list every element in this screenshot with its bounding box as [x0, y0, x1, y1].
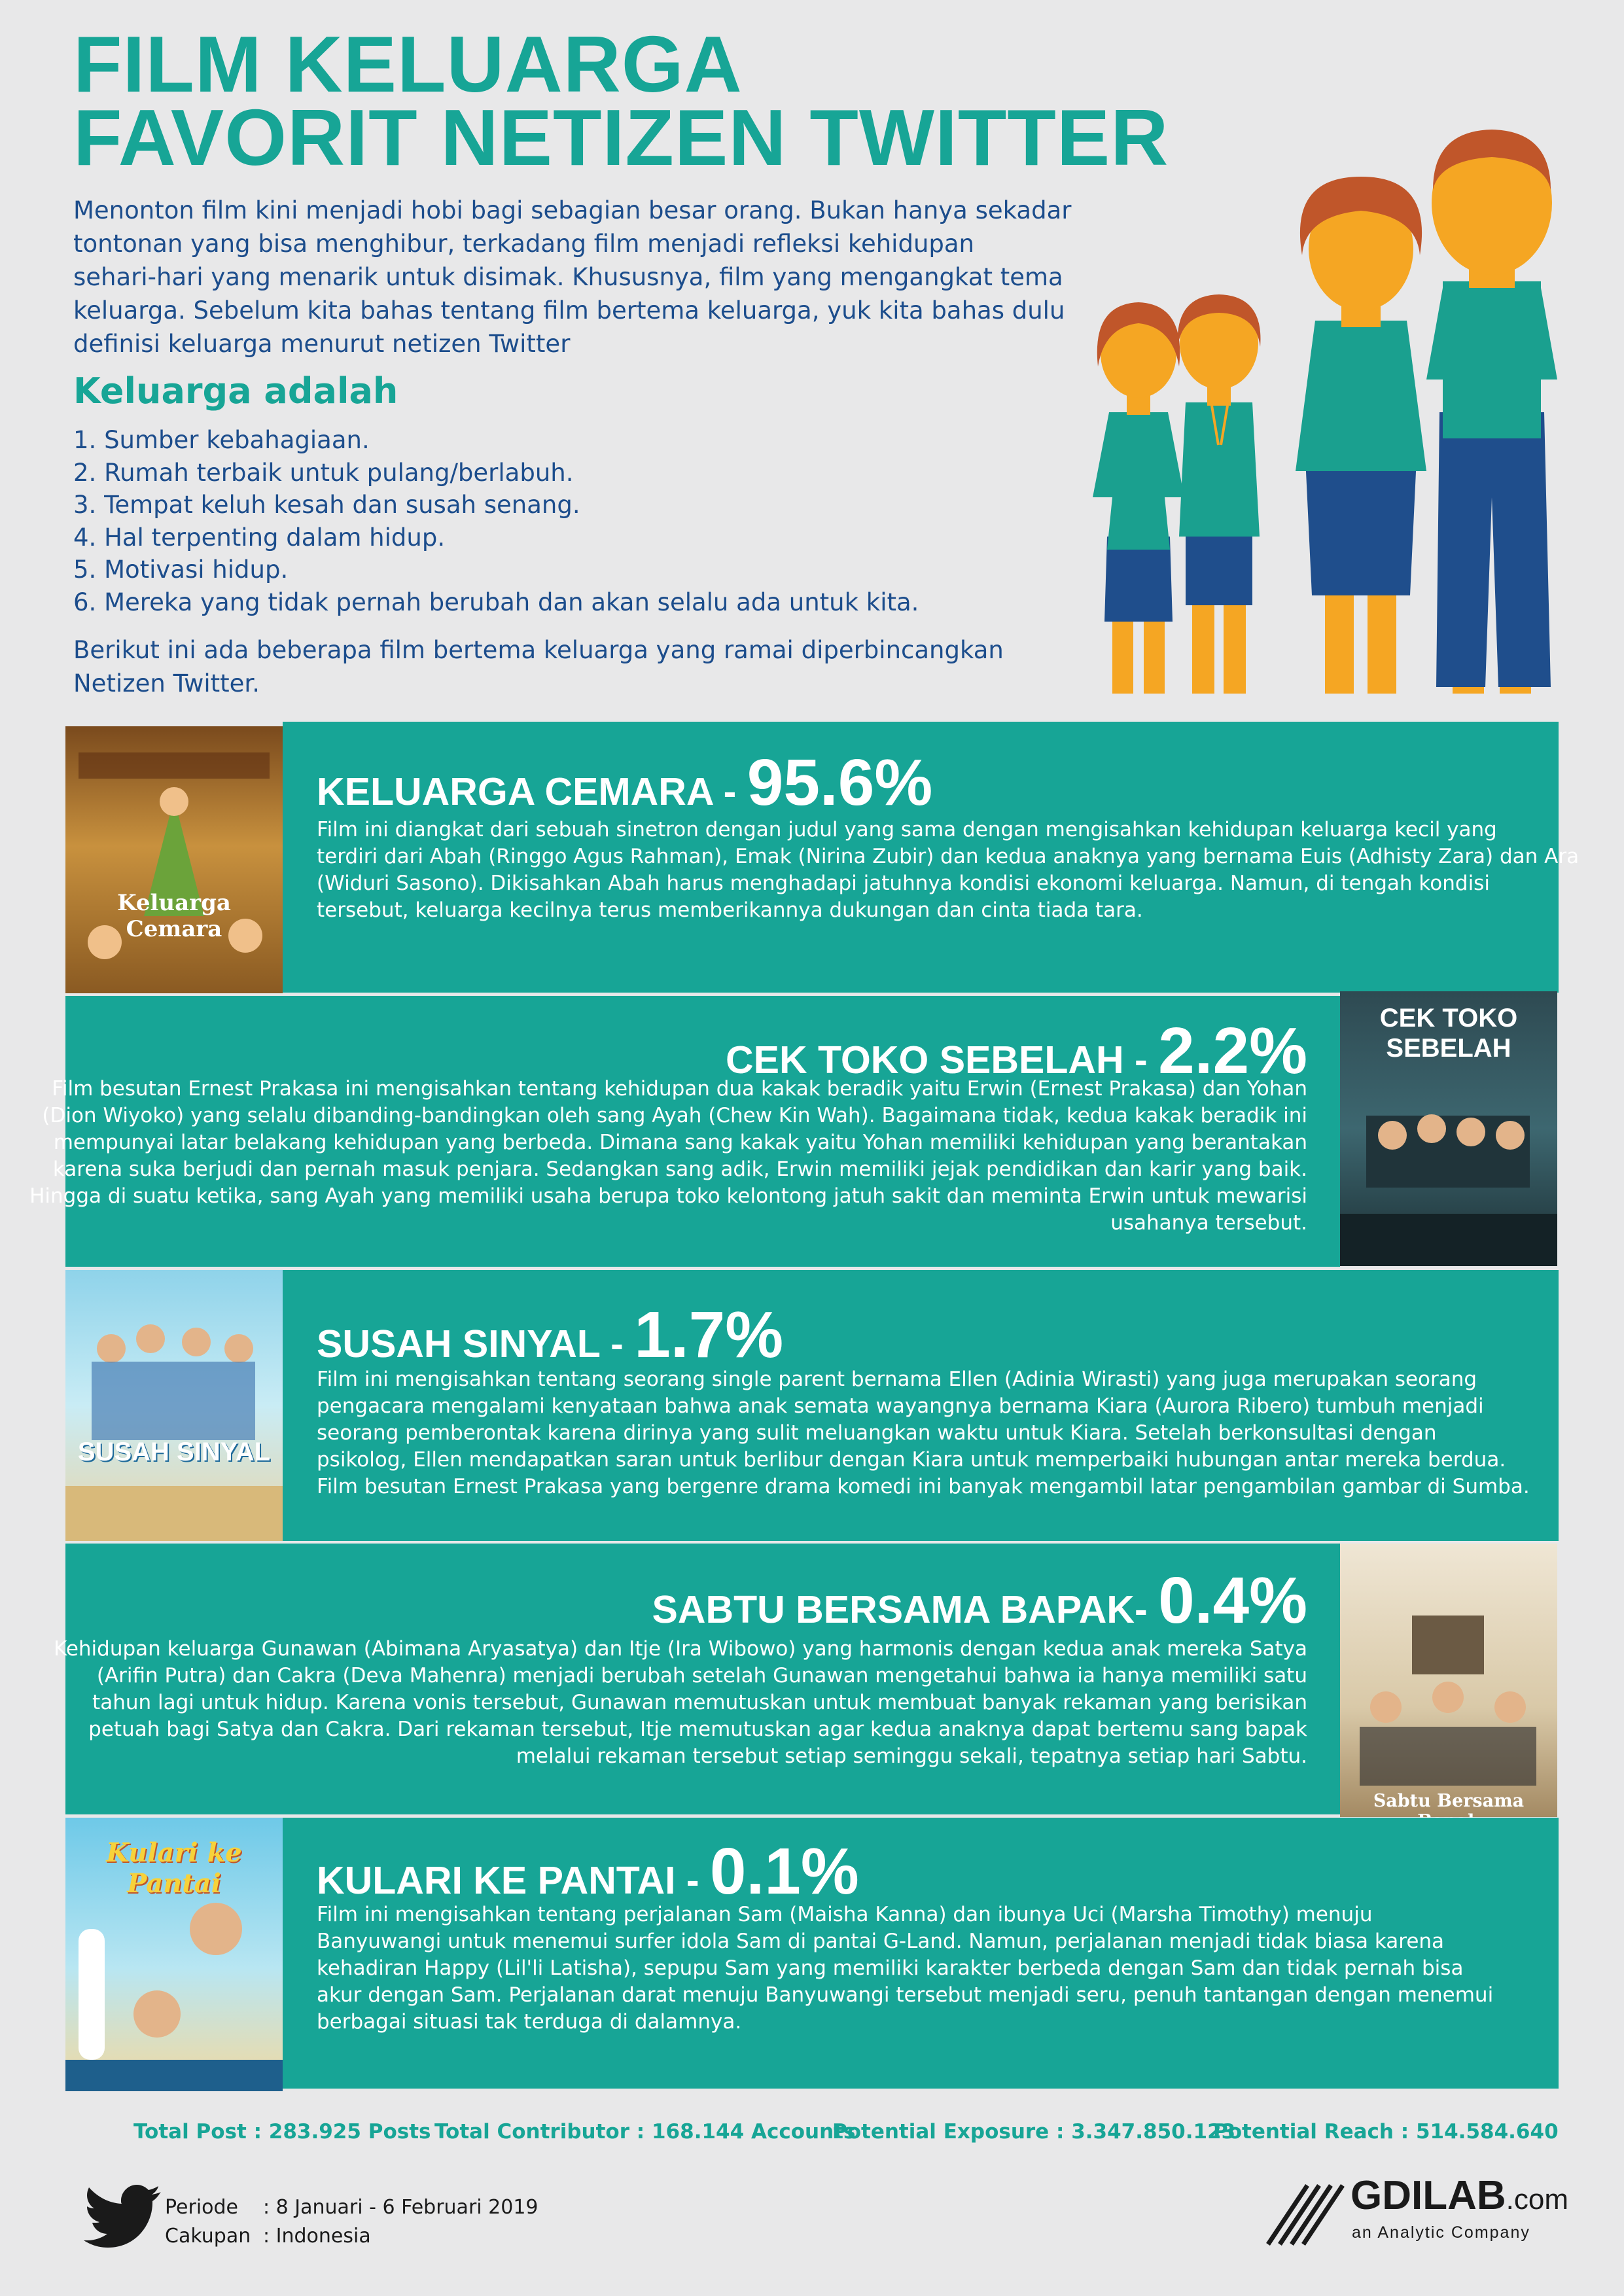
desc-line: seorang pemberontak karena dirinya yang sulit meluangkan waktu untuk Kiara. Setelah berkonsultasi dengan	[317, 1421, 1437, 1445]
poster-title: SUSAH SINYAL	[77, 1438, 271, 1466]
list-item: 4. Hal terpenting dalam hidup.	[73, 523, 446, 552]
intro-line: Menonton film kini menjadi hobi bagi sebagian besar orang. Bukan hanya sekadar	[73, 196, 1072, 224]
film-name: KELUARGA CEMARA -	[317, 770, 747, 813]
film-percentage: 0.4%	[1158, 1564, 1307, 1637]
intro-paragraph	[73, 194, 1072, 361]
title-line-2: FAVORIT NETIZEN TWITTER	[73, 93, 1169, 182]
father-figure	[1426, 130, 1557, 694]
desc-line: Film besutan Ernest Prakasa ini mengisahkan tentang kehidupan dua kakak beradik yaitu Erwin (Ernest Prakasa) dan Yohan	[52, 1077, 1307, 1101]
intro-line: keluarga. Sebelum kita bahas tentang film bertema keluarga, yuk kita bahas dulu	[73, 296, 1065, 325]
desc-line: tersebut, keluarga kecilnya terus memberikannya dukungan dan cinta tiada tara.	[317, 898, 1143, 922]
list-item: 1. Sumber kebahagiaan.	[73, 426, 370, 454]
page-title	[73, 20, 1169, 182]
desc-line: mempunyai latar belakang kehidupan yang berbeda. Dimana sang kakak yaitu Yohan memiliki kehidupan yang berantakan	[53, 1131, 1307, 1154]
poster-title: CEK TOKO SEBELAH	[1379, 1004, 1518, 1063]
desc-line: melalui rekaman tersebut setiap seminggu sekali, tepatnya setiap hari Sabtu.	[516, 1744, 1307, 1768]
mother-figure	[1296, 177, 1426, 694]
poster-title: Kulari ke Pantai	[106, 1837, 242, 1899]
scope-label: Cakupan	[165, 2225, 251, 2248]
scope-value: : Indonesia	[263, 2225, 371, 2248]
film-heading-susah-sinyal	[317, 1298, 784, 1371]
list-item: 2. Rumah terbaik untuk pulang/berlabuh.	[73, 458, 574, 487]
list-item: 6. Mereka yang tidak pernah berubah dan akan selalu ada untuk kita.	[73, 588, 919, 616]
film-percentage: 95.6%	[747, 746, 933, 819]
film-description-kulari-ke-pantai	[317, 1901, 1493, 2036]
desc-line: (Widuri Sasono). Dikisahkan Abah harus menghadapi jatuhnya kondisi ekonomi keluarga. Namun, di tengah kondisi	[317, 872, 1490, 895]
desc-line: (Dion Wiyoko) yang selalu dibanding-bandingkan oleh sang Ayah (Chew Kin Wah). Bagaimana tidak, kedua kakak beradik ini	[42, 1104, 1307, 1127]
film-name: SUSAH SINYAL -	[317, 1322, 635, 1366]
closing-paragraph	[73, 633, 1022, 700]
desc-line: Banyuwangi untuk menemui surfer idola Sam di pantai G-Land. Namun, perjalanan menjadi tidak biasa karena	[317, 1930, 1445, 1953]
desc-line: akur dengan Sam. Perjalanan darat menuju Banyuwangi tersebut menjadi seru, penuh tantangan dengan menemui	[317, 1983, 1494, 2007]
poster-title: Keluarga Cemara	[117, 890, 231, 942]
desc-line: (Arifin Putra) dan Cakra (Deva Mahenra) menjadi berubah setelah Gunawan mengetahui bahwa ia hanya memiliki satu	[96, 1664, 1307, 1687]
desc-line: tahun lagi untuk hidup. Karena vonis tersebut, Gunawan memutuskan untuk membuat banyak rekaman yang berisikan	[92, 1691, 1307, 1714]
stats-row	[0, 2120, 1624, 2153]
poster-susah-sinyal	[65, 1270, 283, 1541]
desc-line: psikolog, Ellen mendapatkan saran untuk berlibur dengan Kiara untuk memperbaiki hubungan antar mereka berdua.	[317, 1448, 1506, 1472]
poster-sabtu-bersama-bapak	[1340, 1544, 1557, 1817]
brand-name-main: GDILAB	[1350, 2173, 1506, 2218]
period-label: Periode	[165, 2196, 239, 2219]
desc-line: Film besutan Ernest Prakasa yang bergenre drama komedi ini banyak mengambil latar pengambilan gambar di Sumba.	[317, 1475, 1530, 1498]
desc-line: usahanya tersebut.	[1110, 1211, 1307, 1235]
poster-keluarga-cemara	[65, 726, 283, 993]
stat-potential-exposure: Potential Exposure : 3.347.850.123	[832, 2120, 1236, 2144]
desc-line: karena suka berjudi dan pernah masuk penjara. Sedangkan sang adik, Erwin memiliki jejak pendidikan dan karir yang baik.	[52, 1157, 1307, 1181]
film-description-keluarga-cemara	[317, 817, 1579, 924]
daughter-figure	[1093, 302, 1184, 694]
film-heading-sabtu-bersama-bapak	[652, 1564, 1307, 1637]
poster-cek-toko-sebelah	[1340, 991, 1557, 1266]
brand-name-suffix: .com	[1506, 2183, 1569, 2216]
film-name: KULARI KE PANTAI -	[317, 1859, 710, 1902]
desc-line: terdiri dari Abah (Ringgo Agus Rahman), Emak (Nirina Zubir) dan kedua anaknya yang bernama Euis (Adhisty Zara) dan Ara	[317, 845, 1580, 868]
desc-line: Kehidupan keluarga Gunawan (Abimana Aryasatya) dan Itje (Ira Wibowo) yang harmonis dengan kedua anak mereka Satya	[54, 1637, 1307, 1661]
film-heading-kulari-ke-pantai	[317, 1835, 859, 1908]
desc-line: Film ini mengisahkan tentang seorang single parent bernama Ellen (Adinia Wirasti) yang juga merupakan seorang	[317, 1368, 1477, 1391]
closing-line: Netizen Twitter.	[73, 669, 260, 698]
closing-line: Berikut ini ada beberapa film bertema keluarga yang ramai diperbincangkan	[73, 636, 1004, 664]
film-description-cek-toko-sebelah	[29, 1076, 1307, 1237]
scope-line	[165, 2222, 538, 2251]
film-heading-keluarga-cemara	[317, 746, 933, 819]
list-item: 3. Tempat keluh kesah dan susah senang.	[73, 491, 580, 519]
stat-potential-reach: Potential Reach : 514.584.640	[1213, 2120, 1559, 2144]
intro-line: sehari-hari yang menarik untuk disimak. Khususnya, film yang mengangkat tema	[73, 263, 1063, 291]
film-name: SABTU BERSAMA BAPAK-	[652, 1588, 1159, 1631]
desc-line: berbagai situasi tak terduga di dalamnya.	[317, 2010, 742, 2034]
intro-line: tontonan yang bisa menghibur, terkadang film menjadi refleksi kehidupan	[73, 230, 975, 258]
poster-title: Sabtu Bersama	[1373, 1791, 1525, 1811]
film-description-susah-sinyal	[317, 1366, 1530, 1500]
desc-line: Film ini mengisahkan tentang perjalanan Sam (Maisha Kanna) dan ibunya Uci (Marsha Timothy) menuju	[317, 1903, 1373, 1926]
film-description-sabtu-bersama-bapak	[54, 1636, 1307, 1770]
film-percentage: 1.7%	[634, 1298, 784, 1371]
stat-total-contributor: Total Contributor : 168.144 Accounts	[434, 2120, 856, 2144]
period-line	[165, 2193, 538, 2222]
desc-line: Film ini diangkat dari sebuah sinetron dengan judul yang sama dengan mengisahkan kehidupan keluarga kecil yang	[317, 818, 1497, 841]
desc-line: kehadiran Happy (Lil'li Latisha), sepupu Sam yang memiliki karakter berbeda dengan Sam dan tidak pernah bisa	[317, 1956, 1464, 1980]
film-percentage: 0.1%	[709, 1835, 859, 1908]
desc-line: petuah bagi Satya dan Cakra. Dari rekaman tersebut, Itje memutuskan agar kedua anaknya dapat bertemu sang bapak	[88, 1718, 1307, 1741]
intro-line: definisi keluarga menurut netizen Twitter	[73, 330, 571, 358]
son-figure	[1178, 294, 1261, 694]
desc-line: Hingga di suatu ketika, sang Ayah yang memiliki usaha berupa toko kelontong jatuh sakit dan meminta Erwin untuk mewarisi	[29, 1184, 1307, 1208]
definition-heading: Keluarga adalah	[73, 370, 398, 412]
definition-list	[73, 424, 919, 618]
film-heading-cek-toko-sebelah	[725, 1014, 1307, 1087]
desc-line: pengacara mengalami kenyataan bahwa anak semata wayangnya bernama Kiara (Aurora Ribero) tumbuh menjadi	[317, 1394, 1484, 1418]
poster-kulari-ke-pantai	[65, 1818, 283, 2091]
film-percentage: 2.2%	[1158, 1014, 1307, 1087]
twitter-bird-icon	[84, 2184, 162, 2250]
stat-total-post: Total Post : 283.925 Posts	[133, 2120, 431, 2144]
period-value: : 8 Januari - 6 Februari 2019	[263, 2196, 538, 2219]
list-item: 5. Motivasi hidup.	[73, 556, 289, 584]
film-name: CEK TOKO SEBELAH -	[725, 1038, 1159, 1082]
brand-logo	[1262, 2172, 1569, 2257]
gdilab-mark-icon	[1262, 2172, 1347, 2251]
title-line-1: FILM KELUARGA	[73, 20, 743, 109]
family-illustration	[1034, 39, 1590, 694]
period-block	[165, 2193, 538, 2251]
brand-tagline: an Analytic Company	[1352, 2223, 1530, 2242]
brand-name	[1350, 2172, 1568, 2219]
